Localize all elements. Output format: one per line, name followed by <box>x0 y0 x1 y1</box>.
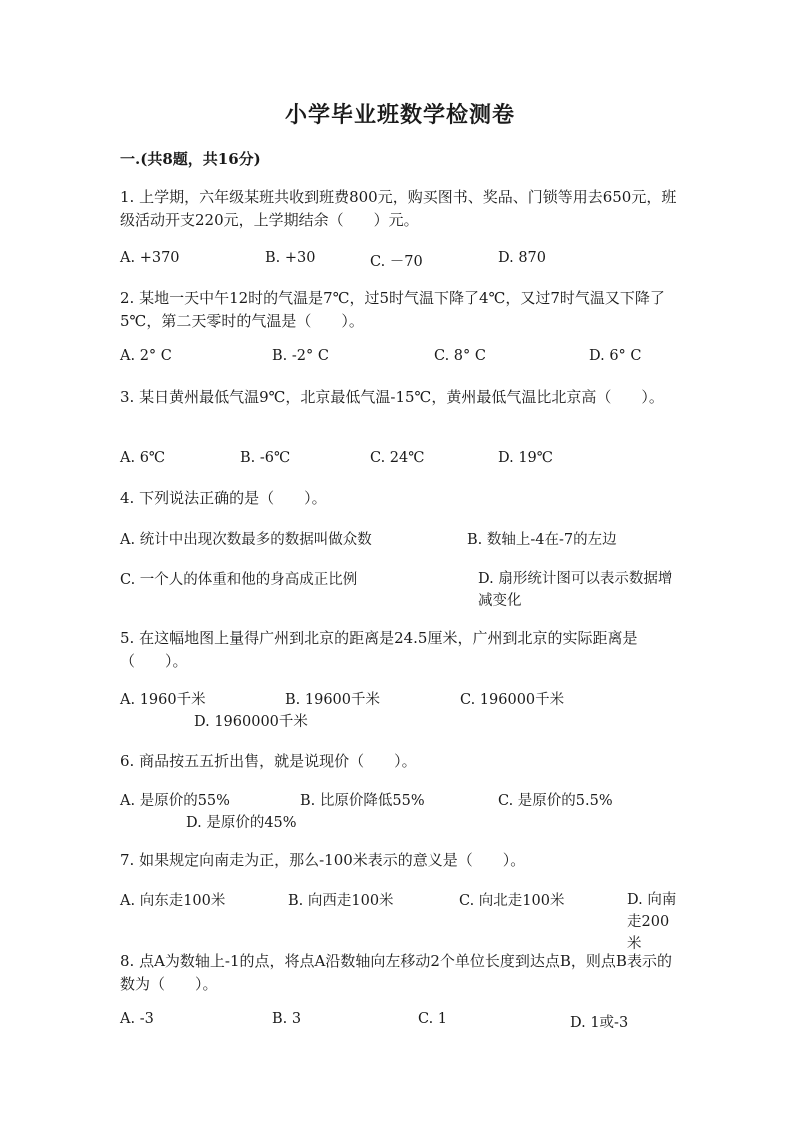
option-a: A. 统计中出现次数最多的数据叫做众数 <box>120 532 372 548</box>
option-c: C. 一个人的体重和他的身高成正比例 <box>120 572 358 588</box>
option-a: A. 6℃ <box>120 450 166 466</box>
question-5-options <box>120 688 680 732</box>
option-d: D. 扇形统计图可以表示数据增减变化 <box>478 571 673 609</box>
option-b: B. 3 <box>272 1011 302 1027</box>
option-d: D. 870 <box>498 250 547 266</box>
option-c: C. 是原价的5.5% <box>498 793 613 809</box>
option-c: C. 196000千米 <box>460 692 565 708</box>
option-d: D. 1或-3 <box>570 1015 629 1031</box>
section-heading: 一.(共8题，共16分) <box>120 150 261 168</box>
option-c: C. 24℃ <box>370 450 425 466</box>
question-8-options <box>120 1011 680 1035</box>
option-d: D. 是原价的45% <box>186 815 297 831</box>
option-b: B. 向西走100米 <box>288 893 394 909</box>
option-b: B. 数轴上-4在-7的左边 <box>467 532 617 548</box>
option-d: D. 19℃ <box>498 450 553 466</box>
option-b: B. 比原价降低55% <box>300 793 425 809</box>
option-d: D. 向南走200米 <box>627 892 677 952</box>
question-6-options <box>120 789 680 833</box>
question-2-options <box>120 348 680 372</box>
option-b: B. +30 <box>265 250 316 266</box>
option-b: B. 19600千米 <box>285 692 381 708</box>
question-6-stem: 6. 商品按五五折出售，就是说现价（ ）。 <box>120 752 417 770</box>
question-5-stem: 5. 在这幅地图上量得广州到北京的距离是24.5厘米，广州到北京的实际距离是（ ）。 <box>120 629 638 670</box>
option-d: D. 6° C <box>589 348 642 364</box>
question-8-stem: 8. 点A为数轴上-1的点，将点A沿数轴向左移动2个单位长度到达点B，则点B表示的数为（ ）。 <box>120 952 672 993</box>
question-4-options-row2 <box>120 568 680 612</box>
option-a: A. 1960千米 <box>120 692 206 708</box>
option-b: B. -6℃ <box>240 450 291 466</box>
option-c: C. 1 <box>418 1011 448 1027</box>
option-d: D. 1960000千米 <box>194 714 308 730</box>
question-4-stem: 4. 下列说法正确的是（ ）。 <box>120 489 327 507</box>
option-a: A. 2° C <box>120 348 172 364</box>
option-a: A. 向东走100米 <box>120 893 226 909</box>
option-a: A. -3 <box>120 1011 154 1027</box>
option-c: C. －70 <box>370 254 423 270</box>
question-3-stem: 3. 某日黄州最低气温9℃，北京最低气温-15℃，黄州最低气温比北京高（ ）。 <box>120 388 664 406</box>
option-c: C. 8° C <box>434 348 486 364</box>
option-b: B. -2° C <box>272 348 329 364</box>
question-1-options <box>120 250 680 274</box>
exam-title: 小学毕业班数学检测卷 <box>284 102 515 128</box>
question-7-stem: 7. 如果规定向南走为正，那么-100米表示的意义是（ ）。 <box>120 851 526 869</box>
option-c: C. 向北走100米 <box>459 893 565 909</box>
option-a: A. +370 <box>120 250 180 266</box>
question-1-stem: 1. 上学期，六年级某班共收到班费800元，购买图书、奖品、门锁等用去650元，班级活动开支220元，上学期结余（ ）元。 <box>120 188 677 229</box>
question-4-options-row1 <box>120 528 680 552</box>
question-7-options <box>120 889 680 952</box>
question-3-options <box>120 450 680 474</box>
option-a: A. 是原价的55% <box>120 793 230 809</box>
question-2-stem: 2. 某地一天中午12时的气温是7℃，过5时气温下降了4℃，又过7时气温又下降了5℃，第二天零时的气温是（ ）。 <box>120 289 665 330</box>
